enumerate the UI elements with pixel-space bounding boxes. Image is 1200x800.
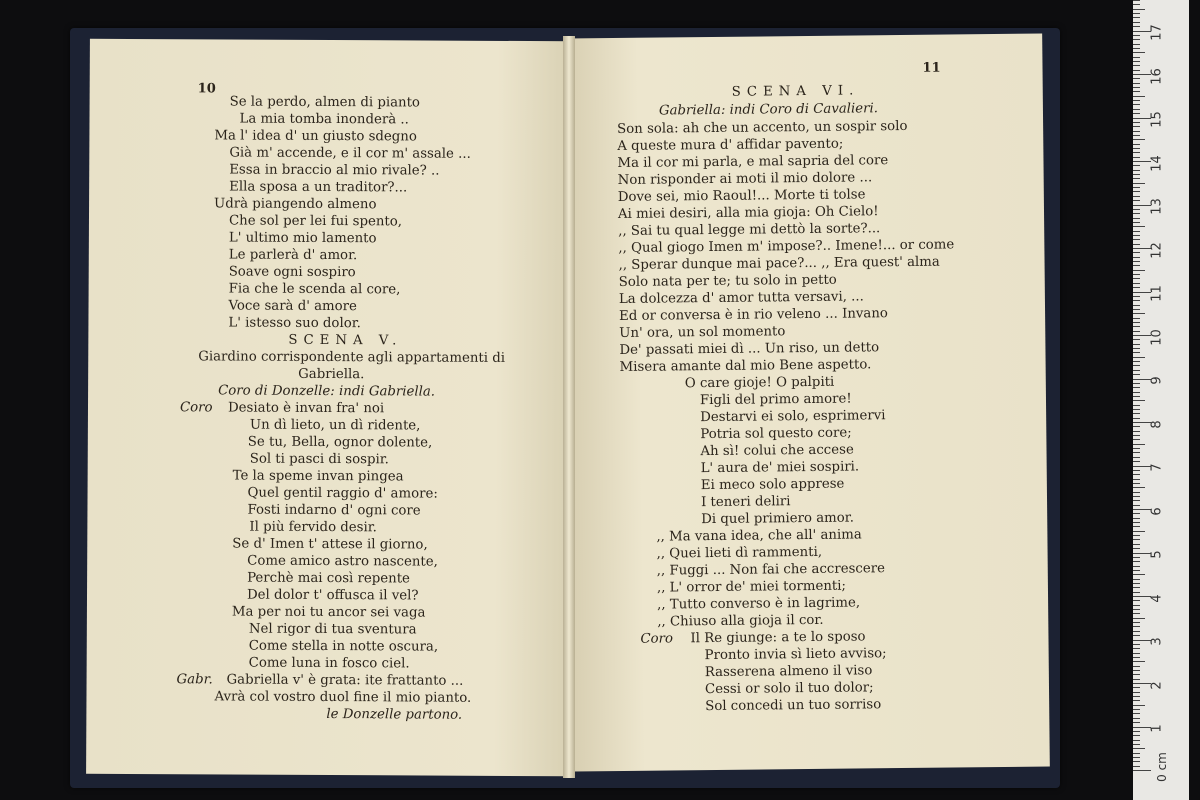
verse-line: Il più fervido desir. xyxy=(249,519,377,536)
ruler-tick xyxy=(1133,753,1140,754)
ruler-tick xyxy=(1133,474,1140,475)
ruler-tick xyxy=(1133,183,1145,184)
ruler-tick xyxy=(1133,422,1151,423)
ruler-tick xyxy=(1133,640,1151,641)
ruler-tick xyxy=(1133,700,1140,701)
ruler-tick xyxy=(1133,83,1140,84)
ruler-tick xyxy=(1133,213,1140,214)
ruler-tick xyxy=(1133,605,1140,606)
ruler-tick xyxy=(1133,500,1140,501)
ruler-tick xyxy=(1133,261,1140,262)
verse-line: L' aura de' miei sospiri. xyxy=(700,459,860,477)
verse-line: Son sola: ah che un accento, un sospir solo xyxy=(617,118,908,137)
ruler-tick xyxy=(1133,157,1140,158)
verse-line: Ella sposa a un traditor?... xyxy=(229,179,408,196)
ruler-tick xyxy=(1133,44,1140,45)
ruler-tick xyxy=(1133,444,1145,445)
ruler-tick xyxy=(1133,292,1151,293)
ruler-tick xyxy=(1133,509,1151,510)
ruler-tick xyxy=(1133,218,1140,219)
ruler-tick xyxy=(1133,48,1140,49)
verse-line: La mia tomba inonderà .. xyxy=(239,111,409,128)
ruler-tick xyxy=(1133,522,1140,523)
verse-line: Nel rigor di tua sventura xyxy=(248,621,417,638)
ruler-tick xyxy=(1133,322,1140,323)
verse-line: Cessi or solo il tuo dolor; xyxy=(704,680,874,698)
ruler-number: 7 xyxy=(1149,463,1165,472)
verse-line: Sol concedi un tuo sorriso xyxy=(705,697,882,715)
ruler-tick xyxy=(1133,622,1140,623)
verse-line: La dolcezza d' amor tutta versavi, ... xyxy=(618,289,864,307)
scene-heading: SCENA V. xyxy=(288,332,403,349)
verse-line: Essa in braccio al mio rivale? .. xyxy=(229,162,440,179)
verse-line: ,, L' orror de' miei tormenti; xyxy=(656,578,847,596)
ruler-tick xyxy=(1133,383,1140,384)
left-page xyxy=(86,39,570,777)
ruler-tick xyxy=(1133,687,1140,688)
ruler-tick xyxy=(1133,209,1140,210)
verse-line: ,, Ma vana idea, che all' anima xyxy=(656,527,862,545)
ruler-tick xyxy=(1133,352,1140,353)
ruler-number: 15 xyxy=(1149,111,1165,128)
ruler-tick xyxy=(1133,31,1151,32)
ruler-tick xyxy=(1133,148,1140,149)
verse-line: Misera amante dal mio Bene aspetto. xyxy=(619,357,872,375)
ruler-tick xyxy=(1133,466,1151,467)
ruler-tick xyxy=(1133,87,1140,88)
verse-line: Dove sei, mio Raoul!... Morte ti tolse xyxy=(617,187,866,205)
ruler-tick xyxy=(1133,674,1140,675)
ruler-number: 10 xyxy=(1149,328,1165,346)
ruler-tick xyxy=(1133,270,1145,271)
verse-line: Potria sol questo core; xyxy=(700,425,852,443)
ruler-tick xyxy=(1133,722,1140,723)
verse-line: Gabriella v' è grata: ite frattanto ... xyxy=(226,672,464,689)
ruler-tick xyxy=(1133,435,1140,436)
ruler-tick xyxy=(1133,39,1140,40)
verse-line: Ma l' idea d' un giusto sdegno xyxy=(214,128,417,145)
ruler-number: 4 xyxy=(1149,593,1165,603)
ruler-tick xyxy=(1133,100,1140,101)
verse-line: Perchè mai così repente xyxy=(247,570,410,587)
ruler-unit: 0 cm xyxy=(1154,752,1169,782)
ruler-tick xyxy=(1133,587,1140,588)
ruler-tick xyxy=(1133,679,1140,680)
ruler-tick xyxy=(1133,618,1145,619)
ruler-tick xyxy=(1133,61,1140,62)
ruler-tick xyxy=(1133,331,1140,332)
verse-line: Le parlerà d' amor. xyxy=(228,247,358,264)
verse-line: ,, Fuggi ... Non fai che accrescere xyxy=(656,561,885,579)
ruler-tick xyxy=(1133,126,1140,127)
ruler-tick xyxy=(1133,609,1140,610)
verse-line: Figli del primo amore! xyxy=(699,391,852,409)
verse-line: Del dolor t' offusca il vel? xyxy=(246,587,419,604)
verse-line: ,, Quei lieti dì rammenti, xyxy=(656,544,823,562)
verse-line: De' passati miei dì ... Un riso, un detto xyxy=(619,340,880,358)
ruler-tick xyxy=(1133,139,1145,140)
ruler-tick xyxy=(1133,357,1145,358)
verse-line: Rasserena almeno il viso xyxy=(704,663,873,681)
ruler-tick xyxy=(1133,287,1140,288)
ruler-tick xyxy=(1133,283,1140,284)
right-page xyxy=(566,34,1050,772)
verse-line: Come amico astro nascente, xyxy=(247,553,438,570)
ruler-tick xyxy=(1133,539,1140,540)
ruler-tick xyxy=(1133,170,1140,171)
ruler-tick xyxy=(1133,235,1140,236)
ruler-tick xyxy=(1133,361,1140,362)
verse-line: A queste mura d' affidar pavento; xyxy=(617,136,844,154)
ruler-tick xyxy=(1133,666,1140,667)
ruler-tick xyxy=(1133,718,1140,719)
ruler-tick xyxy=(1133,426,1140,427)
ruler-tick xyxy=(1133,561,1140,562)
verse-line: ,, Sai tu qual legge mi dettò la sorte?... xyxy=(618,221,881,239)
ruler-tick xyxy=(1133,409,1140,410)
ruler-tick xyxy=(1133,644,1140,645)
ruler-tick xyxy=(1133,278,1140,279)
verse-line: Gabriella: indi Coro di Cavalieri. xyxy=(658,101,879,119)
ruler-tick xyxy=(1133,657,1140,658)
ruler-tick xyxy=(1133,152,1140,153)
ruler-tick xyxy=(1133,731,1140,732)
verse-line: Ed or conversa è in rio veleno ... Invano xyxy=(619,306,888,324)
ruler-tick xyxy=(1133,548,1140,549)
verse-line: L' istesso suo dolor. xyxy=(228,315,361,332)
ruler-tick xyxy=(1133,178,1140,179)
ruler-tick xyxy=(1133,600,1140,601)
verse-line: Ah sì! colui che accese xyxy=(700,442,854,460)
ruler-tick xyxy=(1133,52,1145,53)
verse-line: Solo nata per te; tu solo in petto xyxy=(618,272,837,290)
verse-line: I teneri deliri xyxy=(700,494,791,511)
ruler-tick xyxy=(1133,579,1140,580)
verse-line: ,, Tutto converso è in lagrime, xyxy=(657,595,861,613)
verse-line: O care gioje! O palpiti xyxy=(684,374,835,392)
verse-line: Sol ti pasci di sospir. xyxy=(249,451,389,468)
verse-line: Un dì lieto, un dì ridente, xyxy=(249,417,421,434)
ruler-tick xyxy=(1133,191,1140,192)
ruler-tick xyxy=(1133,118,1151,119)
verse-line: Fia che le scenda al core, xyxy=(228,281,401,298)
verse-line: Se la perdo, almen di pianto xyxy=(229,94,421,111)
ruler-tick xyxy=(1133,596,1151,597)
ruler-tick xyxy=(1133,305,1140,306)
ruler-tick xyxy=(1133,91,1140,92)
verse-line: Desiato è invan fra' noi xyxy=(227,400,385,417)
verse-line: Pronto invia sì lieto avviso; xyxy=(704,646,887,664)
ruler-tick xyxy=(1133,113,1140,114)
ruler-tick xyxy=(1133,9,1145,10)
ruler-tick xyxy=(1133,483,1140,484)
ruler-tick xyxy=(1133,57,1140,58)
ruler-tick xyxy=(1133,505,1140,506)
ruler-number: 3 xyxy=(1149,637,1165,646)
measurement-ruler xyxy=(1133,0,1189,800)
page-number: 10 xyxy=(197,81,216,97)
ruler-tick xyxy=(1133,252,1140,253)
ruler-tick xyxy=(1133,200,1140,201)
verse-line: Giardino corrispondente agli appartamenti di xyxy=(198,349,506,366)
ruler-tick xyxy=(1133,418,1140,419)
ruler-tick xyxy=(1133,144,1140,145)
verse-line: Ma per noi tu ancor sei vaga xyxy=(231,604,426,621)
ruler-tick xyxy=(1133,670,1140,671)
ruler-tick xyxy=(1133,13,1140,14)
ruler-tick xyxy=(1133,744,1140,745)
ruler-tick xyxy=(1133,205,1151,206)
ruler-tick xyxy=(1133,65,1140,66)
ruler-tick xyxy=(1133,653,1140,654)
ruler-tick xyxy=(1133,244,1140,245)
ruler-number: 9 xyxy=(1149,376,1165,385)
ruler-tick xyxy=(1133,431,1140,432)
verse-line: Ma il cor mi parla, e mal sapria del core xyxy=(617,153,889,171)
ruler-tick xyxy=(1133,526,1140,527)
ruler-tick xyxy=(1133,735,1140,736)
ruler-tick xyxy=(1133,513,1140,514)
ruler-tick xyxy=(1133,592,1140,593)
verse-line: ,, Qual giogo Imen m' impose?.. Imene!... or come xyxy=(618,237,955,256)
ruler-tick xyxy=(1133,0,1140,1)
ruler-tick xyxy=(1133,518,1140,519)
ruler-tick xyxy=(1133,470,1140,471)
ruler-tick xyxy=(1133,631,1140,632)
ruler-tick xyxy=(1133,770,1151,771)
ruler-tick xyxy=(1133,544,1140,545)
ruler-number: 5 xyxy=(1149,550,1165,559)
ruler-tick xyxy=(1133,400,1145,401)
ruler-tick xyxy=(1133,553,1151,554)
ruler-tick xyxy=(1133,766,1140,767)
ruler-tick xyxy=(1133,683,1151,684)
ruler-tick xyxy=(1133,35,1140,36)
ruler-tick xyxy=(1133,339,1140,340)
verse-line: Ei meco solo apprese xyxy=(700,476,845,494)
verse-line: Che sol per lei fui spento, xyxy=(228,213,403,230)
ruler-tick xyxy=(1133,374,1140,375)
ruler-tick xyxy=(1133,761,1140,762)
ruler-tick xyxy=(1133,757,1140,758)
ruler-tick xyxy=(1133,96,1145,97)
ruler-tick xyxy=(1133,135,1140,136)
ruler-tick xyxy=(1133,531,1145,532)
ruler-tick xyxy=(1133,309,1140,310)
ruler-tick xyxy=(1133,439,1140,440)
verse-line: Come luna in fosco ciel. xyxy=(248,655,410,672)
page-number: 11 xyxy=(922,60,941,76)
verse-line: Se d' Imen t' attese il giorno, xyxy=(232,536,428,553)
ruler-tick xyxy=(1133,583,1140,584)
ruler-tick xyxy=(1133,122,1140,123)
ruler-tick xyxy=(1133,174,1140,175)
ruler-tick xyxy=(1133,613,1140,614)
verse-line: ,, Chiuso alla gioja il cor. xyxy=(657,612,824,630)
ruler-tick xyxy=(1133,370,1140,371)
ruler-tick xyxy=(1133,131,1140,132)
verse-line: Come stella in notte oscura, xyxy=(248,638,439,655)
ruler-tick xyxy=(1133,479,1140,480)
ruler-number: 13 xyxy=(1149,198,1165,215)
verse-line: Se tu, Bella, ognor dolente, xyxy=(247,434,433,451)
ruler-tick xyxy=(1133,709,1140,710)
ruler-tick xyxy=(1133,313,1145,314)
ruler-number: 6 xyxy=(1149,506,1165,516)
ruler-tick xyxy=(1133,405,1140,406)
verse-line: L' ultimo mio lamento xyxy=(228,230,377,247)
ruler-tick xyxy=(1133,392,1140,393)
verse-line: Già m' accende, e il cor m' assale ... xyxy=(229,145,471,162)
ruler-tick xyxy=(1133,104,1140,105)
verse-line: Un' ora, un sol momento xyxy=(619,324,786,341)
ruler-tick xyxy=(1133,496,1140,497)
ruler-tick xyxy=(1133,535,1140,536)
ruler-tick xyxy=(1133,566,1140,567)
verse-line: Udrà piangendo almeno xyxy=(214,196,377,213)
ruler-tick xyxy=(1133,70,1140,71)
verse-line: Soave ogni sospiro xyxy=(228,264,356,281)
ruler-number: 12 xyxy=(1149,241,1165,259)
ruler-tick xyxy=(1133,365,1140,366)
ruler-tick xyxy=(1133,222,1140,223)
ruler-tick xyxy=(1133,226,1145,227)
book-gutter xyxy=(563,36,575,778)
ruler-tick xyxy=(1133,696,1140,697)
verse-line: Te la speme invan pingea xyxy=(232,468,404,485)
ruler-number: 16 xyxy=(1149,67,1165,85)
ruler-tick xyxy=(1133,196,1140,197)
speaker-label: Coro xyxy=(640,631,674,647)
verse-line: Quel gentil raggio d' amore: xyxy=(247,485,438,502)
ruler-tick xyxy=(1133,574,1145,575)
ruler-tick xyxy=(1133,487,1145,488)
ruler-number: 14 xyxy=(1149,154,1165,172)
ruler-tick xyxy=(1133,26,1140,27)
ruler-tick xyxy=(1133,248,1151,249)
verse-line: Avrà col vostro duol fine il mio pianto. xyxy=(214,689,472,706)
ruler-tick xyxy=(1133,326,1140,327)
ruler-tick xyxy=(1133,661,1145,662)
verse-line: Ai miei desiri, alla mia gioja: Oh Cielo! xyxy=(617,204,879,222)
ruler-number: 17 xyxy=(1149,24,1165,41)
ruler-tick xyxy=(1133,78,1140,79)
ruler-tick xyxy=(1133,231,1140,232)
verse-line: le Donzelle partono. xyxy=(326,706,463,723)
ruler-tick xyxy=(1133,648,1140,649)
verse-line: ,, Sperar dunque mai pace?... ,, Era quest' alma xyxy=(618,254,940,273)
ruler-tick xyxy=(1133,257,1140,258)
ruler-number: 8 xyxy=(1149,419,1165,429)
ruler-tick xyxy=(1133,452,1140,453)
ruler-tick xyxy=(1133,300,1140,301)
ruler-tick xyxy=(1133,461,1140,462)
ruler-tick xyxy=(1133,318,1140,319)
ruler-tick xyxy=(1133,296,1140,297)
ruler-tick xyxy=(1133,713,1140,714)
ruler-tick xyxy=(1133,705,1145,706)
verse-line: Il Re giunge: a te lo sposo xyxy=(690,629,866,647)
ruler-tick xyxy=(1133,387,1140,388)
verse-line: Non risponder ai moti il mio dolore ... xyxy=(617,170,873,188)
ruler-tick xyxy=(1133,748,1145,749)
ruler-tick xyxy=(1133,265,1140,266)
ruler-tick xyxy=(1133,413,1140,414)
ruler-tick xyxy=(1133,457,1140,458)
ruler-tick xyxy=(1133,17,1140,18)
ruler-tick xyxy=(1133,239,1140,240)
ruler-tick xyxy=(1133,22,1140,23)
ruler-tick xyxy=(1133,448,1140,449)
ruler-tick xyxy=(1133,109,1140,110)
ruler-number: 2 xyxy=(1149,680,1165,690)
ruler-tick xyxy=(1133,161,1151,162)
ruler-tick xyxy=(1133,348,1140,349)
verse-line: Voce sarà d' amore xyxy=(228,298,357,315)
ruler-tick xyxy=(1133,740,1140,741)
verse-line: Di quel primiero amor. xyxy=(701,510,854,528)
ruler-tick xyxy=(1133,727,1151,728)
verse-line: Coro di Donzelle: indi Gabriella. xyxy=(218,383,436,400)
ruler-tick xyxy=(1133,557,1140,558)
ruler-tick xyxy=(1133,4,1140,5)
ruler-tick xyxy=(1133,335,1151,336)
verse-line: Destarvi ei solo, esprimervi xyxy=(700,408,886,426)
ruler-number: 11 xyxy=(1149,285,1165,302)
ruler-tick xyxy=(1133,492,1140,493)
ruler-tick xyxy=(1133,344,1140,345)
speaker-label: Gabr. xyxy=(176,672,213,688)
ruler-tick xyxy=(1133,626,1140,627)
ruler-tick xyxy=(1133,274,1140,275)
ruler-tick xyxy=(1133,570,1140,571)
scene-heading: SCENA VI. xyxy=(731,83,860,100)
ruler-tick xyxy=(1133,396,1140,397)
ruler-tick xyxy=(1133,635,1140,636)
ruler-number: 1 xyxy=(1149,724,1165,733)
ruler-tick xyxy=(1133,74,1151,75)
ruler-tick xyxy=(1133,692,1140,693)
ruler-tick xyxy=(1133,165,1140,166)
verse-line: Fosti indarno d' ogni core xyxy=(247,502,421,519)
ruler-tick xyxy=(1133,379,1151,380)
verse-line: Gabriella. xyxy=(298,366,365,383)
speaker-label: Coro xyxy=(179,400,213,416)
ruler-tick xyxy=(1133,187,1140,188)
